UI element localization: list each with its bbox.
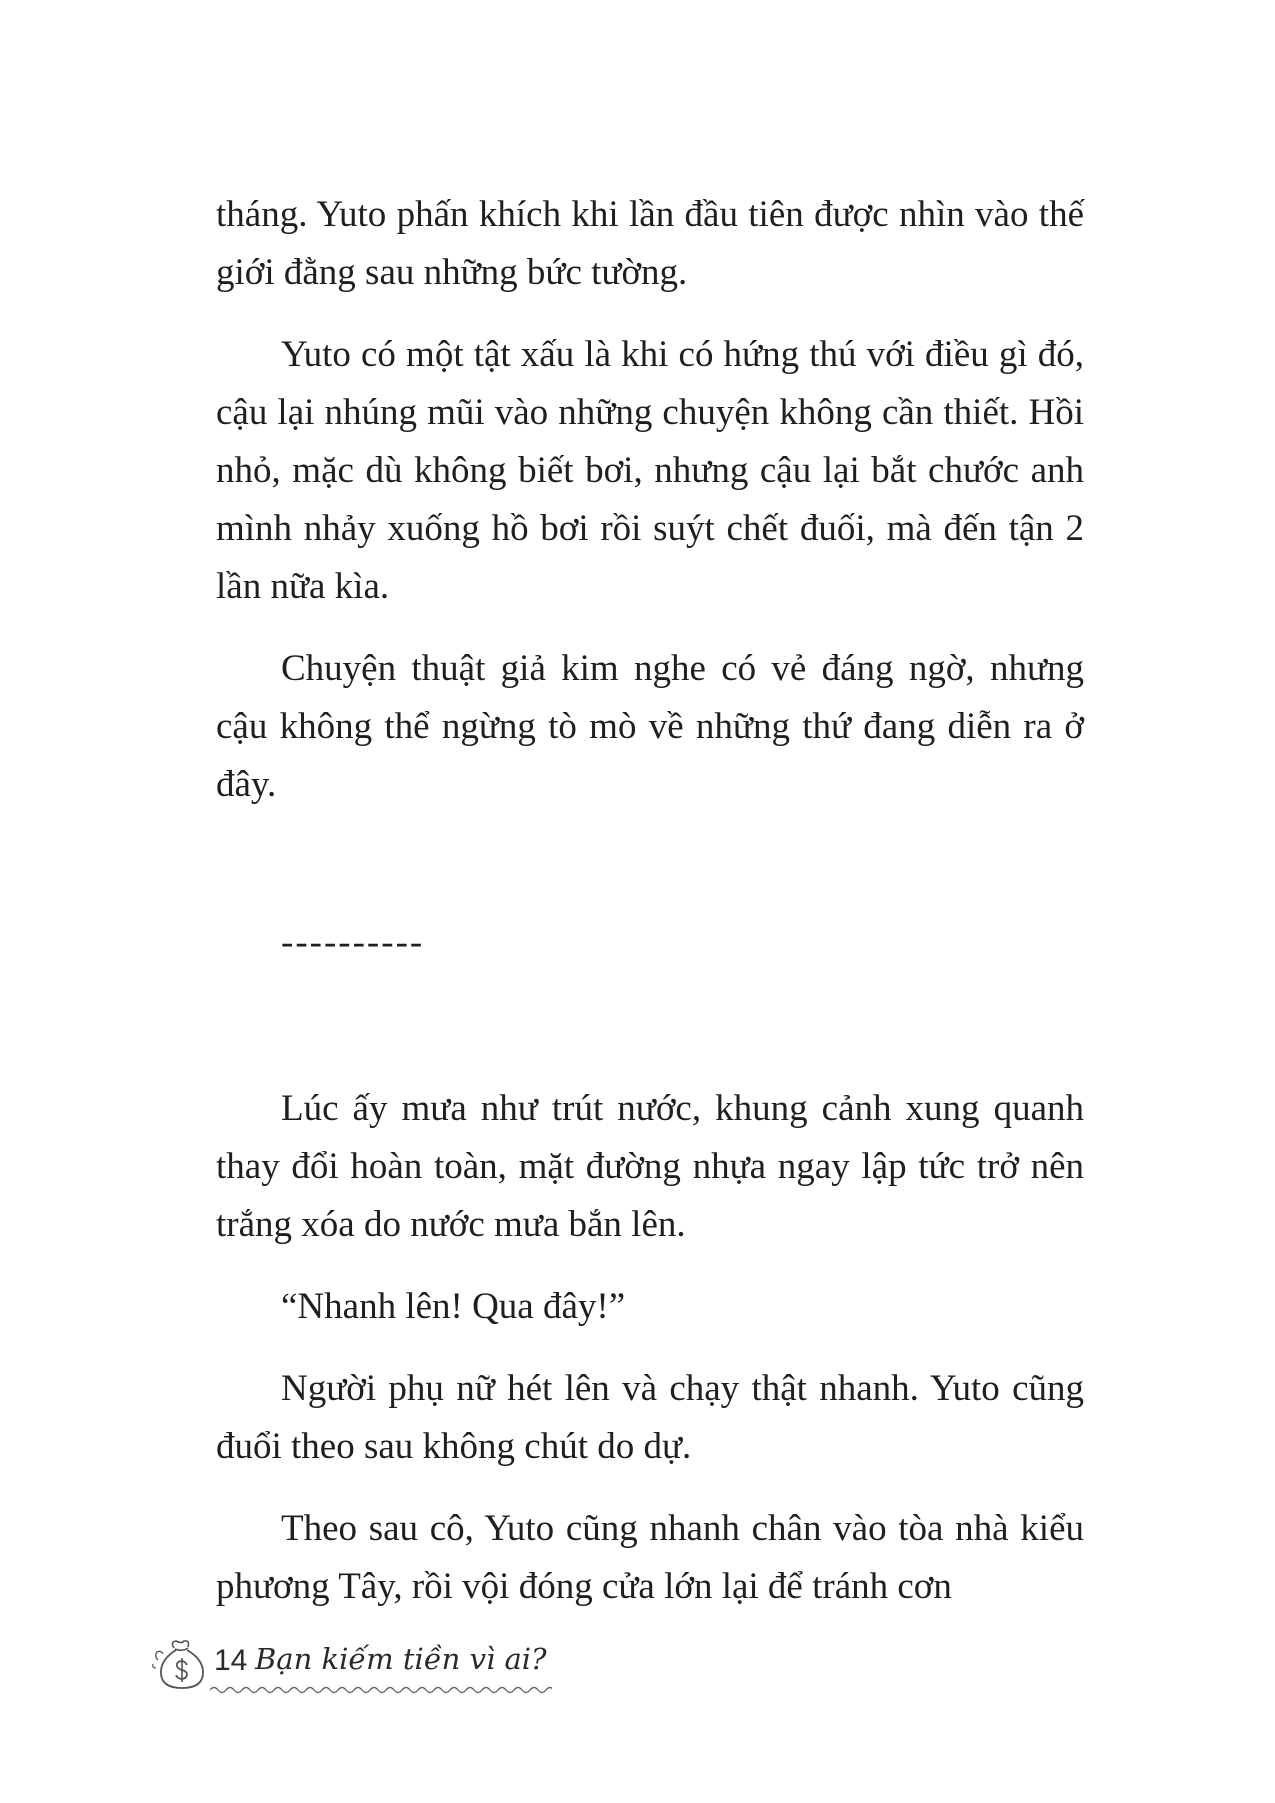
- paragraph-dialogue: “Nhanh lên! Qua đây!”: [281, 1286, 626, 1327]
- paragraph-woman-runs: Người phụ nữ hét lên và chạy thật nhanh. Yuto cũng đuổi theo sau không chút do dự.: [216, 1368, 1084, 1467]
- paragraph-rain: Lúc ấy mưa như trút nước, khung cảnh xung quanh thay đổi hoàn toàn, mặt đường nhựa ngay lập tức trở nên trắng xóa do nước mưa bắn lên.: [216, 1088, 1084, 1245]
- wavy-underline: [210, 1684, 552, 1696]
- page-number: 14: [214, 1644, 248, 1677]
- paragraph-building: Theo sau cô, Yuto cũng nhanh chân vào tòa nhà kiểu phương Tây, rồi vội đóng cửa lớn lại để tránh cơn: [216, 1508, 1084, 1607]
- money-bag-icon: [152, 1638, 212, 1692]
- section-separator: ----------: [281, 922, 425, 963]
- paragraph-bad-habit: Yuto có một tật xấu là khi có hứng thú với điều gì đó, cậu lại nhúng mũi vào những chuyện không cần thiết. Hồi nhỏ, mặc dù không biết bơi, nhưng cậu lại bắt chước anh mình nhảy xuống hồ bơi rồi suýt chết đuối, mà đến tận 2 lần nữa kìa.: [216, 334, 1084, 607]
- body-text: [216, 186, 1084, 1640]
- page-footer: [152, 1638, 552, 1698]
- book-title: Bạn kiếm tiền vì ai?: [255, 1642, 547, 1676]
- paragraph-continuation: tháng. Yuto phấn khích khi lần đầu tiên được nhìn vào thế giới đằng sau những bức tường.: [216, 194, 1084, 293]
- paragraph-alchemy: Chuyện thuật giả kim nghe có vẻ đáng ngờ, nhưng cậu không thể ngừng tò mò về những thứ đang diễn ra ở đây.: [216, 648, 1084, 805]
